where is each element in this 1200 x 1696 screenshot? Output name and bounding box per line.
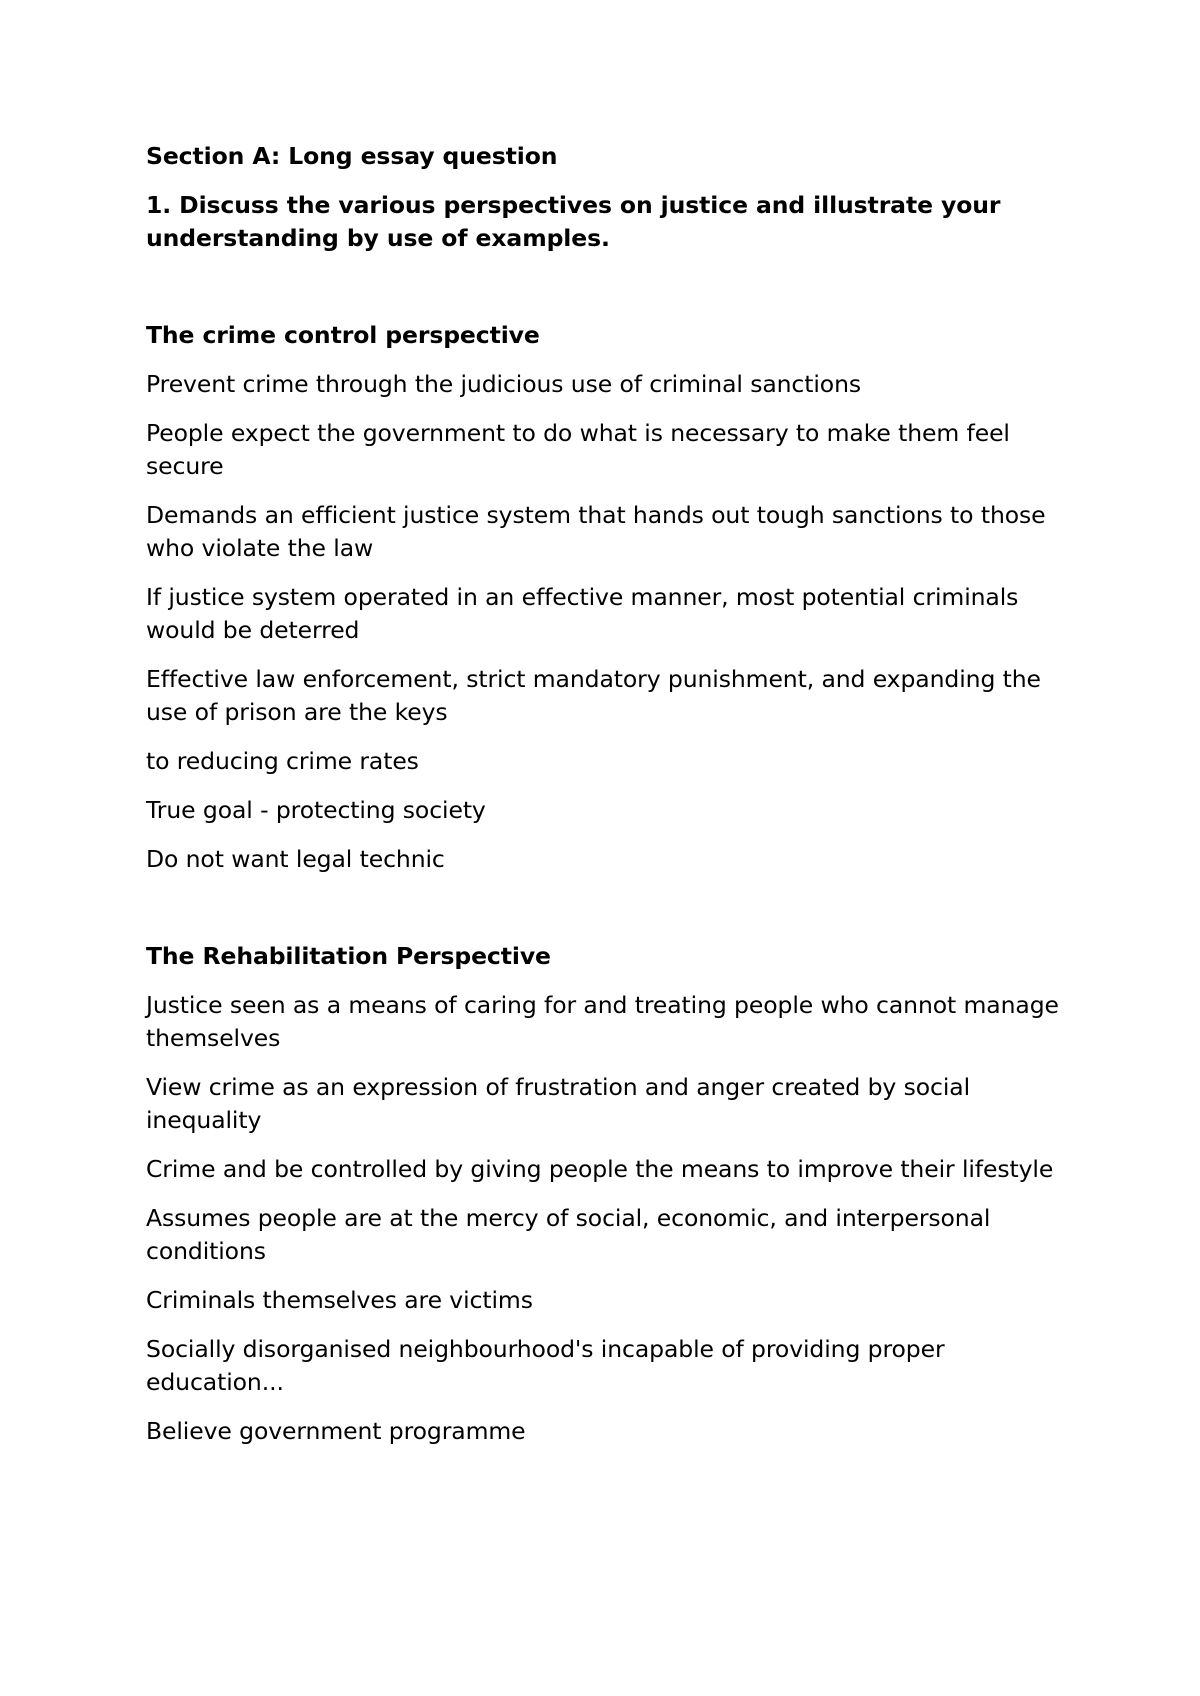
crime-control-point: Demands an efficient justice system that hands out tough sanctions to those who violate the law [146,501,1046,562]
rehabilitation-point: Justice seen as a means of caring for and treating people who cannot manage themselves [146,991,1059,1052]
rehabilitation-point: Believe government programme [146,1417,526,1445]
crime-control-point: If justice system operated in an effective manner, most potential criminals would be deterred [146,583,1019,644]
crime-control-heading: The crime control perspective [146,321,540,349]
rehabilitation-point: View crime as an expression of frustration and anger created by social inequality [146,1073,970,1134]
rehabilitation-point: Socially disorganised neighbourhood's incapable of providing proper education... [146,1335,945,1396]
rehabilitation-heading: The Rehabilitation Perspective [146,942,551,970]
spacer [146,892,1086,940]
rehabilitation-point: Criminals themselves are victims [146,1286,533,1314]
crime-control-point: True goal - protecting society [146,796,486,824]
crime-control-point: to reducing crime rates [146,747,419,775]
rehabilitation-point: Crime and be controlled by giving people the means to improve their lifestyle [146,1155,1054,1183]
crime-control-point: Effective law enforcement, strict mandatory punishment, and expanding the use of prison are the keys [146,665,1041,726]
rehabilitation-point: Assumes people are at the mercy of social, economic, and interpersonal conditions [146,1204,991,1265]
crime-control-point: Do not want legal technic [146,845,445,873]
section-heading: Section A: Long essay question [146,142,558,170]
crime-control-point: People expect the government to do what is necessary to make them feel secure [146,419,1010,480]
document-body [146,140,1086,1464]
essay-question: 1. Discuss the various perspectives on justice and illustrate your understanding by use of examples. [146,191,1001,252]
spacer [146,271,1086,319]
crime-control-point: Prevent crime through the judicious use of criminal sanctions [146,370,862,398]
